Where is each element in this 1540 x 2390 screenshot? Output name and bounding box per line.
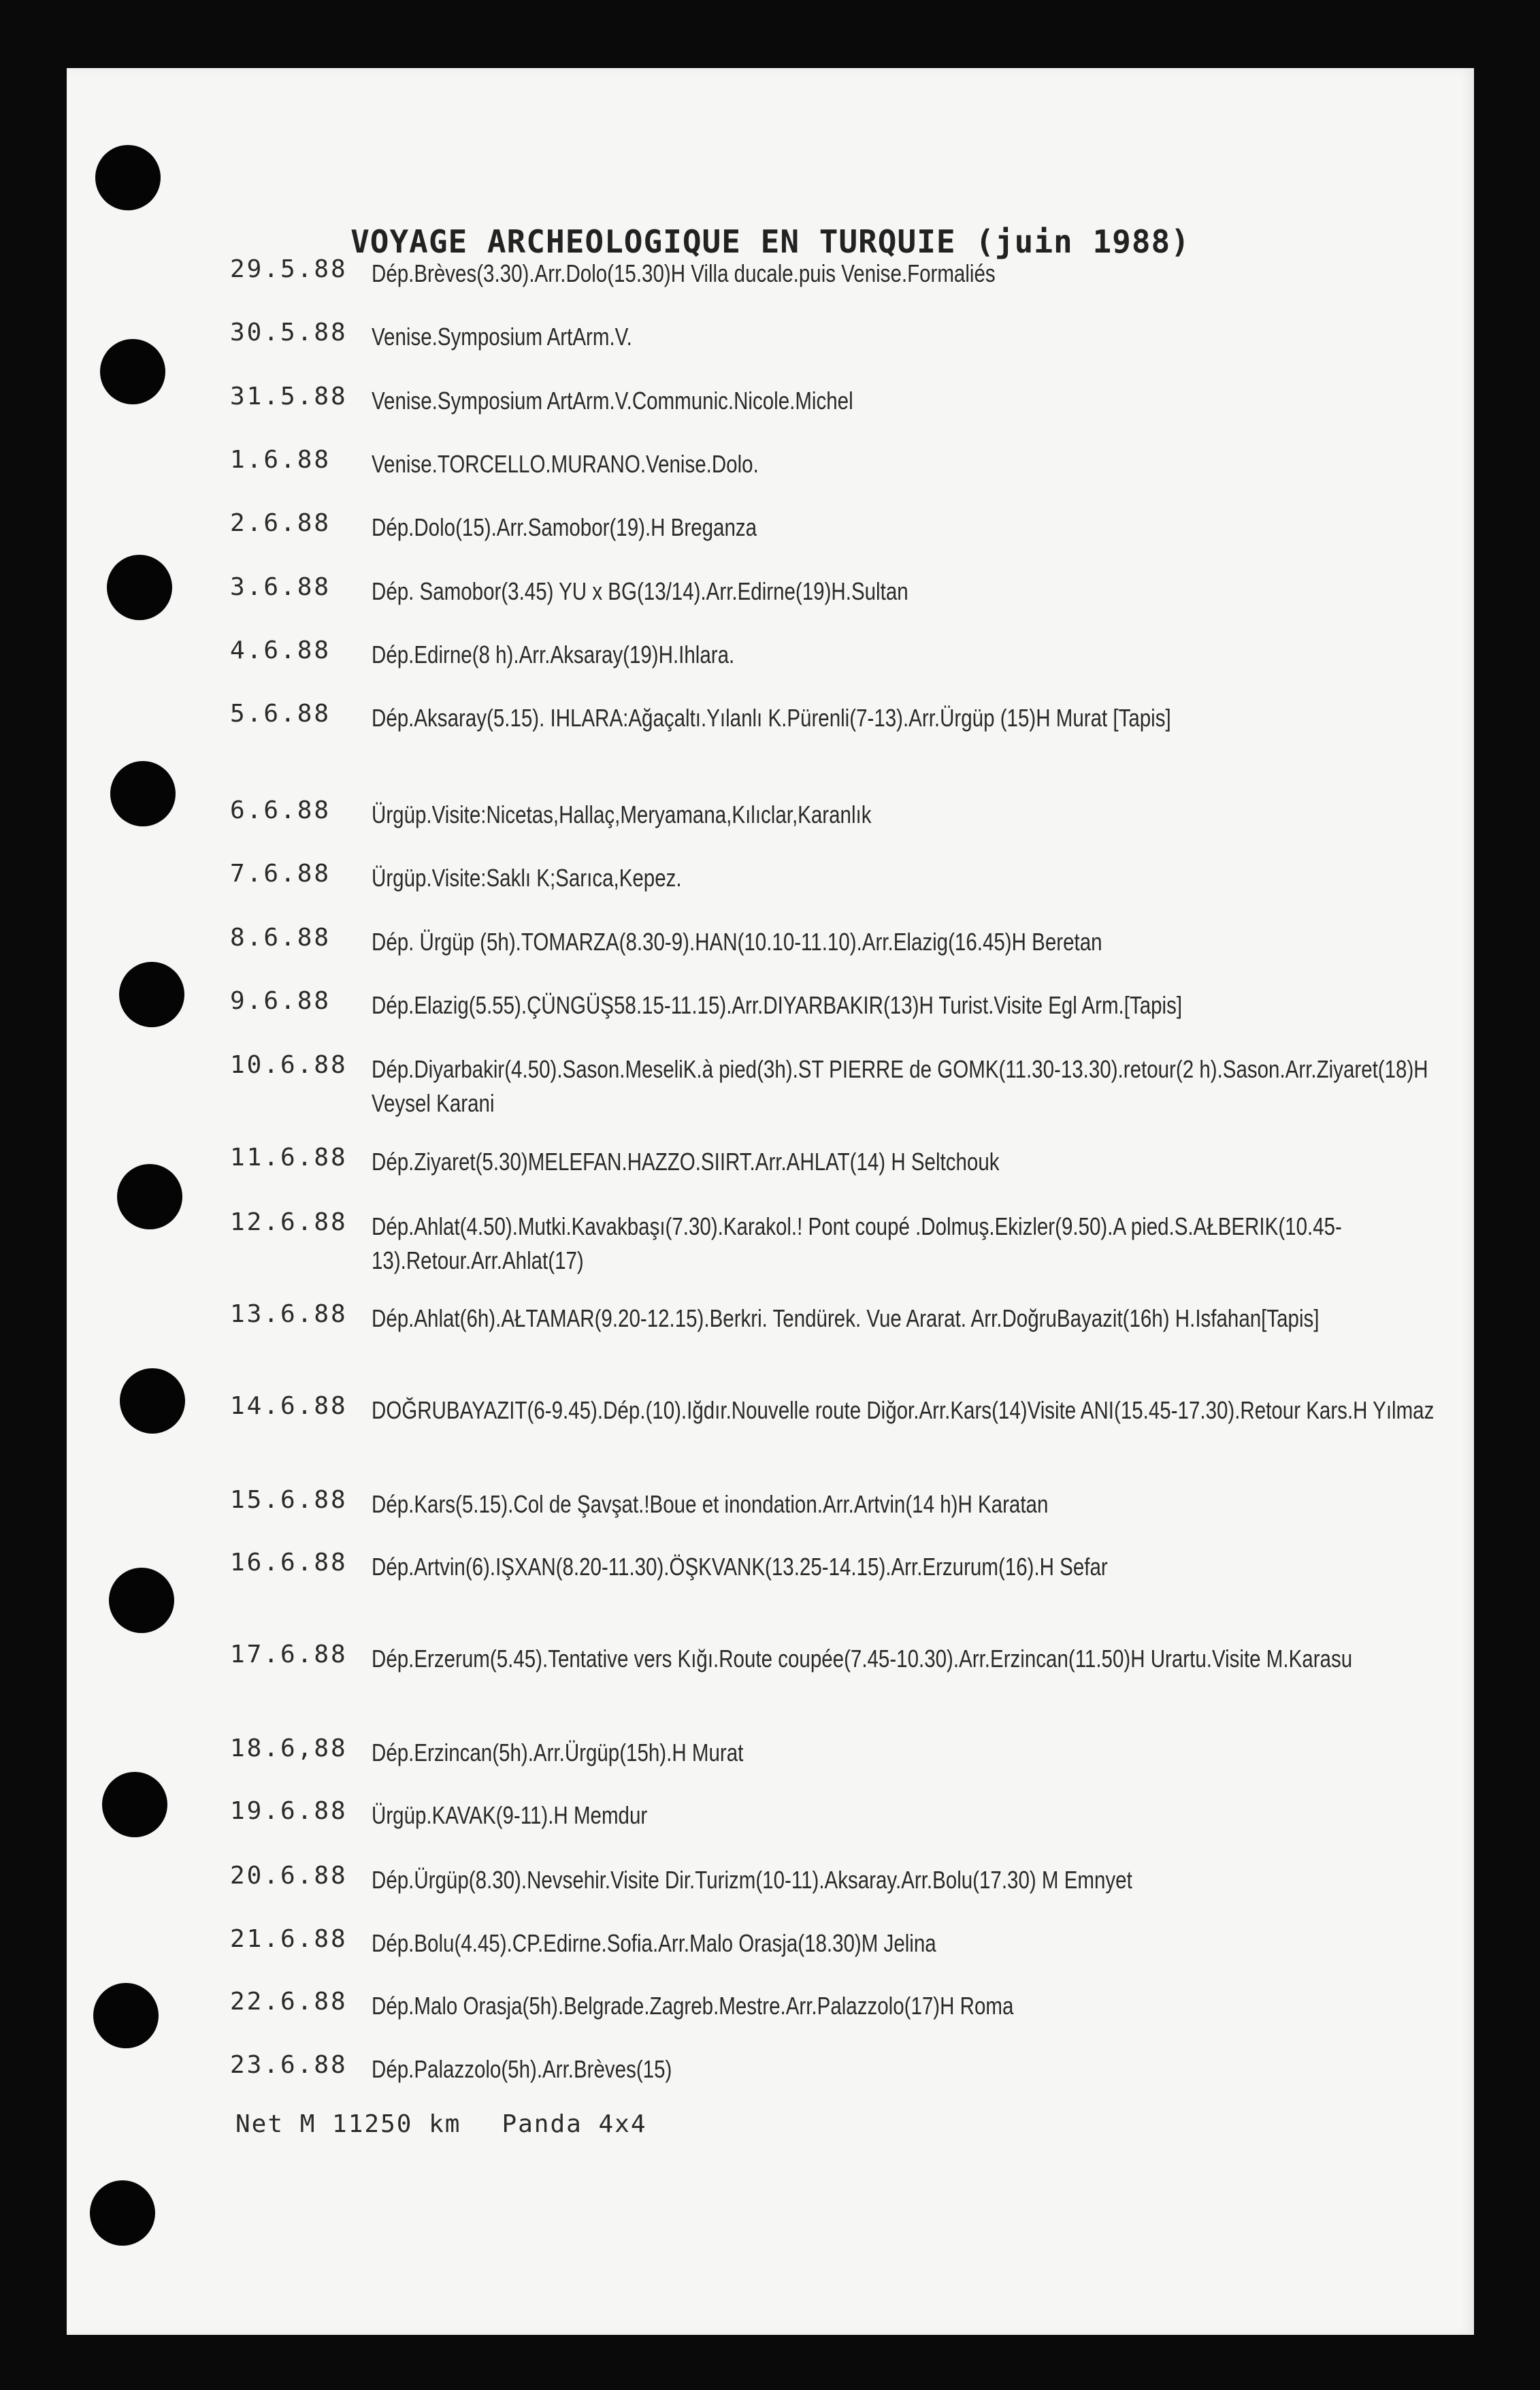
entry-date: 21.6.88 <box>230 1925 348 1953</box>
binder-hole <box>102 1772 167 1837</box>
entry-date: 23.6.88 <box>230 2051 348 2079</box>
entry-description: Dép.Aksaray(5.15). IHLARA:Ağaçaltı.Yılanlı K.Pürenli(7-13).Arr.Ürgüp (15)H Murat [Tapis] <box>372 704 1171 732</box>
page-title: VOYAGE ARCHEOLOGIQUE EN TURQUIE (juin 1988) <box>350 223 1190 260</box>
binder-hole <box>110 761 176 826</box>
entry-date: 12.6.88 <box>230 1208 348 1236</box>
entry-date: 1.6.88 <box>230 446 331 474</box>
entry-description: Dép.Edirne(8 h).Arr.Aksaray(19)H.Ihlara. <box>372 641 735 668</box>
entry-description: Venise.Symposium ArtArm.V. <box>372 323 632 351</box>
binder-hole <box>117 1164 182 1229</box>
entry-description: Dép.Artvin(6).IŞXAN(8.20-11.30).ÖŞKVANK(13.25-14.15).Arr.Erzurum(16).H Sefar <box>372 1553 1108 1581</box>
entry-date: 3.6.88 <box>230 573 331 601</box>
entry-description: Dép.Dolo(15).Arr.Samobor(19).H Breganza <box>372 513 757 541</box>
binder-hole <box>120 1368 185 1434</box>
entry-description: Ürgüp.KAVAK(9-11).H Memdur <box>372 1801 648 1829</box>
entry-description: DOĞRUBAYAZIT(6-9.45).Dép.(10).Iğdır.Nouvelle route Diğor.Arr.Kars(14)Visite ANI(15.45-17.30).Retour Kars.H Yılmaz <box>372 1396 1435 1424</box>
binder-hole <box>107 555 172 620</box>
entry-date: 19.6.88 <box>230 1797 348 1825</box>
entry-description: Ürgüp.Visite:Saklı K;Sarıca,Kepez. <box>372 864 682 892</box>
entry-description: Dép.Erzerum(5.45).Tentative vers Kığı.Route coupée(7.45-10.30).Arr.Erzincan(11.50)H Urartu.Visite M.Karasu <box>372 1645 1353 1673</box>
entry-description: Dép.Ürgüp(8.30).Nevsehir.Visite Dir.Turizm(10-11).Aksaray.Arr.Bolu(17.30) M Emnyet <box>372 1866 1132 1894</box>
entry-description: Dép.Brèves(3.30).Arr.Dolo(15.30)H Villa ducale.puis Venise.Formaliés <box>372 259 996 287</box>
document-page <box>67 68 1474 2335</box>
entry-date: 4.6.88 <box>230 636 331 664</box>
binder-hole <box>100 339 165 404</box>
entry-date: 2.6.88 <box>230 509 331 537</box>
entry-date: 15.6.88 <box>230 1486 348 1514</box>
entry-description: Venise.Symposium ArtArm.V.Communic.Nicole.Michel <box>372 387 853 415</box>
entry-description: Dép.Malo Orasja(5h).Belgrade.Zagreb.Mestre.Arr.Palazzolo(17)H Roma <box>372 1992 1014 2020</box>
entry-date: 14.6.88 <box>230 1392 348 1420</box>
footer <box>235 2110 647 2138</box>
entry-date: 5.6.88 <box>230 700 331 728</box>
entry-date: 22.6.88 <box>230 1988 348 2016</box>
footer-vehicle: Panda 4x4 <box>502 2110 647 2138</box>
entry-description: Dép. Samobor(3.45) YU x BG(13/14).Arr.Edirne(19)H.Sultan <box>372 577 908 605</box>
entry-description: Ürgüp.Visite:Nicetas,Hallaç,Meryamana,Kılıclar,Karanlık <box>372 801 872 828</box>
binder-hole <box>119 962 184 1027</box>
entry-description: Dép.Erzincan(5h).Arr.Ürgüp(15h).H Murat <box>372 1739 744 1766</box>
entry-description: Dép.Palazzolo(5h).Arr.Brèves(15) <box>372 2055 672 2083</box>
entry-date: 20.6.88 <box>230 1862 348 1890</box>
binder-hole <box>109 1568 174 1633</box>
entry-date: 30.5.88 <box>230 319 348 346</box>
entry-date: 17.6.88 <box>230 1641 348 1668</box>
entry-date: 16.6.88 <box>230 1549 348 1577</box>
entry-description: Venise.TORCELLO.MURANO.Venise.Dolo. <box>372 450 759 478</box>
entry-description: Dép. Ürgüp (5h).TOMARZA(8.30-9).HAN(10.10-11.10).Arr.Elazig(16.45)H Beretan <box>372 928 1102 956</box>
entry-date: 9.6.88 <box>230 987 331 1015</box>
entry-date: 31.5.88 <box>230 383 348 410</box>
entry-date: 13.6.88 <box>230 1300 348 1328</box>
entry-date: 6.6.88 <box>230 796 331 824</box>
entry-date: 10.6.88 <box>230 1051 348 1079</box>
entry-date: 18.6,88 <box>230 1734 348 1762</box>
entry-description: Dép.Ziyaret(5.30)MELEFAN.HAZZO.SIIRT.Arr.AHLAT(14) H Seltchouk <box>372 1148 1000 1176</box>
footer-distance: Net M 11250 km <box>235 2110 461 2138</box>
entry-date: 29.5.88 <box>230 255 348 283</box>
entry-date: 7.6.88 <box>230 860 331 888</box>
entry-description: Dép.Ahlat(6h).AŁTAMAR(9.20-12.15).Berkri. Tendürek. Vue Ararat. Arr.DoğruBayazit(16h) H.Isfahan[Tapis] <box>372 1304 1320 1332</box>
entry-description: Dép.Bolu(4.45).CP.Edirne.Sofia.Arr.Malo Orasja(18.30)M Jelina <box>372 1929 936 1957</box>
binder-hole <box>93 1983 159 2048</box>
entry-description: Dép.Diyarbakir(4.50).Sason.MeseliK.à pied(3h).ST PIERRE de GOMK(11.30-13.30).retour(2 h).Sason.Arr.Ziyaret(18)H Veysel Karani <box>372 1055 1428 1117</box>
binder-hole <box>95 145 161 210</box>
entry-description: Dép.Elazig(5.55).ÇÜNGÜŞ58.15-11.15).Arr.DIYARBAKIR(13)H Turist.Visite Egl Arm.[Tapis] <box>372 991 1183 1019</box>
binder-hole <box>90 2180 155 2246</box>
entry-date: 11.6.88 <box>230 1144 348 1172</box>
entry-date: 8.6.88 <box>230 924 331 952</box>
entry-description: Dép.Ahlat(4.50).Mutki.Kavakbaşı(7.30).Karakol.! Pont coupé .Dolmuş.Ekizler(9.50).A pied.S.AŁBERIK(10.45-13).Retour.Arr.Ahlat(17) <box>372 1212 1342 1274</box>
entry-description: Dép.Kars(5.15).Col de Şavşat.!Boue et inondation.Arr.Artvin(14 h)H Karatan <box>372 1490 1049 1518</box>
